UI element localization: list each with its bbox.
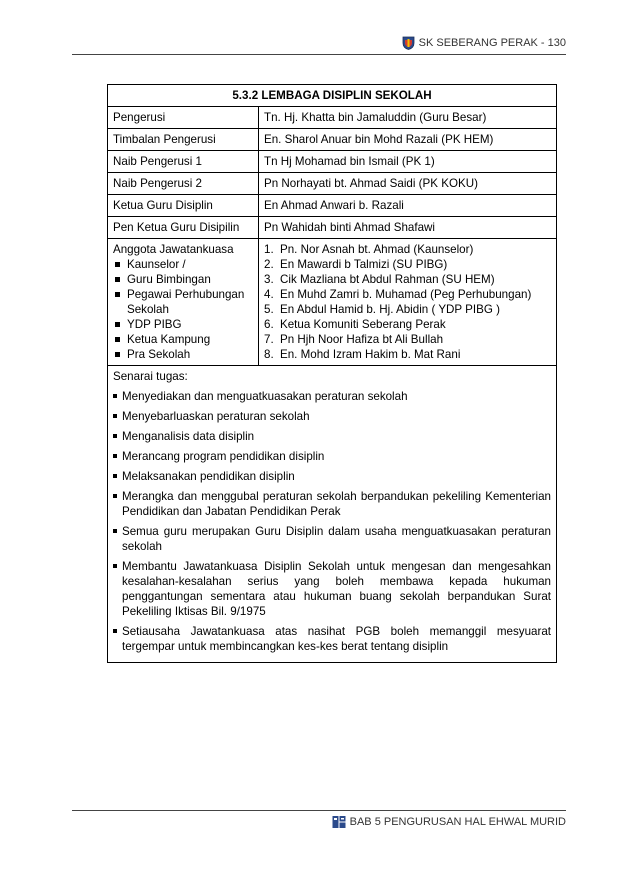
list-item: Pegawai Perhubungan Sekolah (113, 287, 253, 317)
list-number: 1. (264, 243, 274, 256)
role-cell: Pen Ketua Guru Disipilin (108, 217, 259, 239)
table-row (108, 195, 557, 217)
list-item (264, 287, 551, 302)
list-item (264, 242, 551, 257)
member-name: En Abdul Hamid b. Hj. Abidin ( YDP PIBG ) (280, 303, 500, 316)
list-item: Merancang program pendidikan disiplin (113, 449, 551, 464)
name-cell: Tn. Hj. Khatta bin Jamaluddin (Guru Besar) (259, 107, 557, 129)
member-name: Cik Mazliana bt Abdul Rahman (SU HEM) (280, 273, 495, 286)
member-name: En Muhd Zamri b. Muhamad (Peg Perhubungan) (280, 288, 532, 301)
table-row (108, 173, 557, 195)
list-number: 4. (264, 288, 274, 301)
committee-role-list (113, 257, 253, 362)
role-cell: Pengerusi (108, 107, 259, 129)
list-item (264, 347, 551, 362)
list-number: 5. (264, 303, 274, 316)
committee-members-cell (259, 239, 557, 366)
member-name: Pn. Nor Asnah bt. Ahmad (Kaunselor) (280, 243, 474, 256)
list-item: YDP PIBG (113, 317, 253, 332)
committee-label: Anggota Jawatankuasa (113, 243, 234, 256)
list-item: Membantu Jawatankuasa Disiplin Sekolah untuk mengesan dan mengesahkan kesalahan-kesalahan serius yang boleh membawa kepada hukuman penggantungan sementara atau hukuman buang sekolah berpandukan Surat Pekeliling Iktisas Bil. 9/1975 (113, 559, 551, 619)
list-item: Menyediakan dan menguatkuasakan peraturan sekolah (113, 389, 551, 404)
name-cell: Pn Norhayati bt. Ahmad Saidi (PK KOKU) (259, 173, 557, 195)
list-number: 8. (264, 348, 274, 361)
member-name: En. Mohd Izram Hakim b. Mat Rani (280, 348, 461, 361)
role-cell: Naib Pengerusi 1 (108, 151, 259, 173)
list-item: Setiausaha Jawatankuasa atas nasihat PGB boleh memanggil mesyuarat tergempar untuk membincangkan kes-kes berat tentang disiplin (113, 624, 551, 654)
list-item: Melaksanakan pendidikan disiplin (113, 469, 551, 484)
list-item (264, 317, 551, 332)
role-cell: Naib Pengerusi 2 (108, 173, 259, 195)
duties-title: Senarai tugas: (113, 370, 188, 383)
table-title: 5.3.2 LEMBAGA DISIPLIN SEKOLAH (108, 85, 557, 107)
list-item: Menyebarluaskan peraturan sekolah (113, 409, 551, 424)
name-cell: Pn Wahidah binti Ahmad Shafawi (259, 217, 557, 239)
list-number: 2. (264, 258, 274, 271)
name-cell: En Ahmad Anwari b. Razali (259, 195, 557, 217)
committee-roles-cell (108, 239, 259, 366)
footer-text: BAB 5 PENGURUSAN HAL EHWAL MURID (349, 816, 566, 828)
header-divider (72, 54, 566, 55)
list-item: Menganalisis data disiplin (113, 429, 551, 444)
list-number: 6. (264, 318, 274, 331)
list-item (264, 257, 551, 272)
committee-member-list (264, 242, 551, 362)
header-text: SK SEBERANG PERAK - 130 (418, 37, 566, 49)
list-number: 3. (264, 273, 274, 286)
table-row (108, 151, 557, 173)
page-header (402, 36, 566, 50)
duties-list (113, 389, 551, 654)
list-item (264, 302, 551, 317)
table-row (108, 217, 557, 239)
duties-row (108, 366, 557, 663)
table-row (108, 107, 557, 129)
list-item: Guru Bimbingan (113, 272, 253, 287)
footer-divider (72, 810, 566, 811)
list-item (264, 332, 551, 347)
list-item: Semua guru merupakan Guru Disiplin dalam usaha menguatkuasakan peraturan sekolah (113, 524, 551, 554)
list-item: Pra Sekolah (113, 347, 253, 362)
role-cell: Ketua Guru Disiplin (108, 195, 259, 217)
list-number: 7. (264, 333, 274, 346)
school-crest-icon (402, 36, 415, 50)
committee-row (108, 239, 557, 366)
list-item: Ketua Kampung (113, 332, 253, 347)
name-cell: Tn Hj Mohamad bin Ismail (PK 1) (259, 151, 557, 173)
name-cell: En. Sharol Anuar bin Mohd Razali (PK HEM) (259, 129, 557, 151)
duties-cell (108, 366, 557, 663)
page-footer (332, 815, 566, 829)
member-name: Pn Hjh Noor Hafiza bt Ali Bullah (280, 333, 444, 346)
role-cell: Timbalan Pengerusi (108, 129, 259, 151)
member-name: En Mawardi b Talmizi (SU PIBG) (280, 258, 448, 271)
ministry-logo-icon (332, 815, 346, 829)
table-row (108, 129, 557, 151)
discipline-board-table (107, 84, 557, 663)
member-name: Ketua Komuniti Seberang Perak (280, 318, 446, 331)
list-item (264, 272, 551, 287)
list-item: Merangka dan menggubal peraturan sekolah berpandukan pekeliling Kementerian Pendidikan dan Jabatan Pendidikan Perak (113, 489, 551, 519)
list-item: Kaunselor / (113, 257, 253, 272)
